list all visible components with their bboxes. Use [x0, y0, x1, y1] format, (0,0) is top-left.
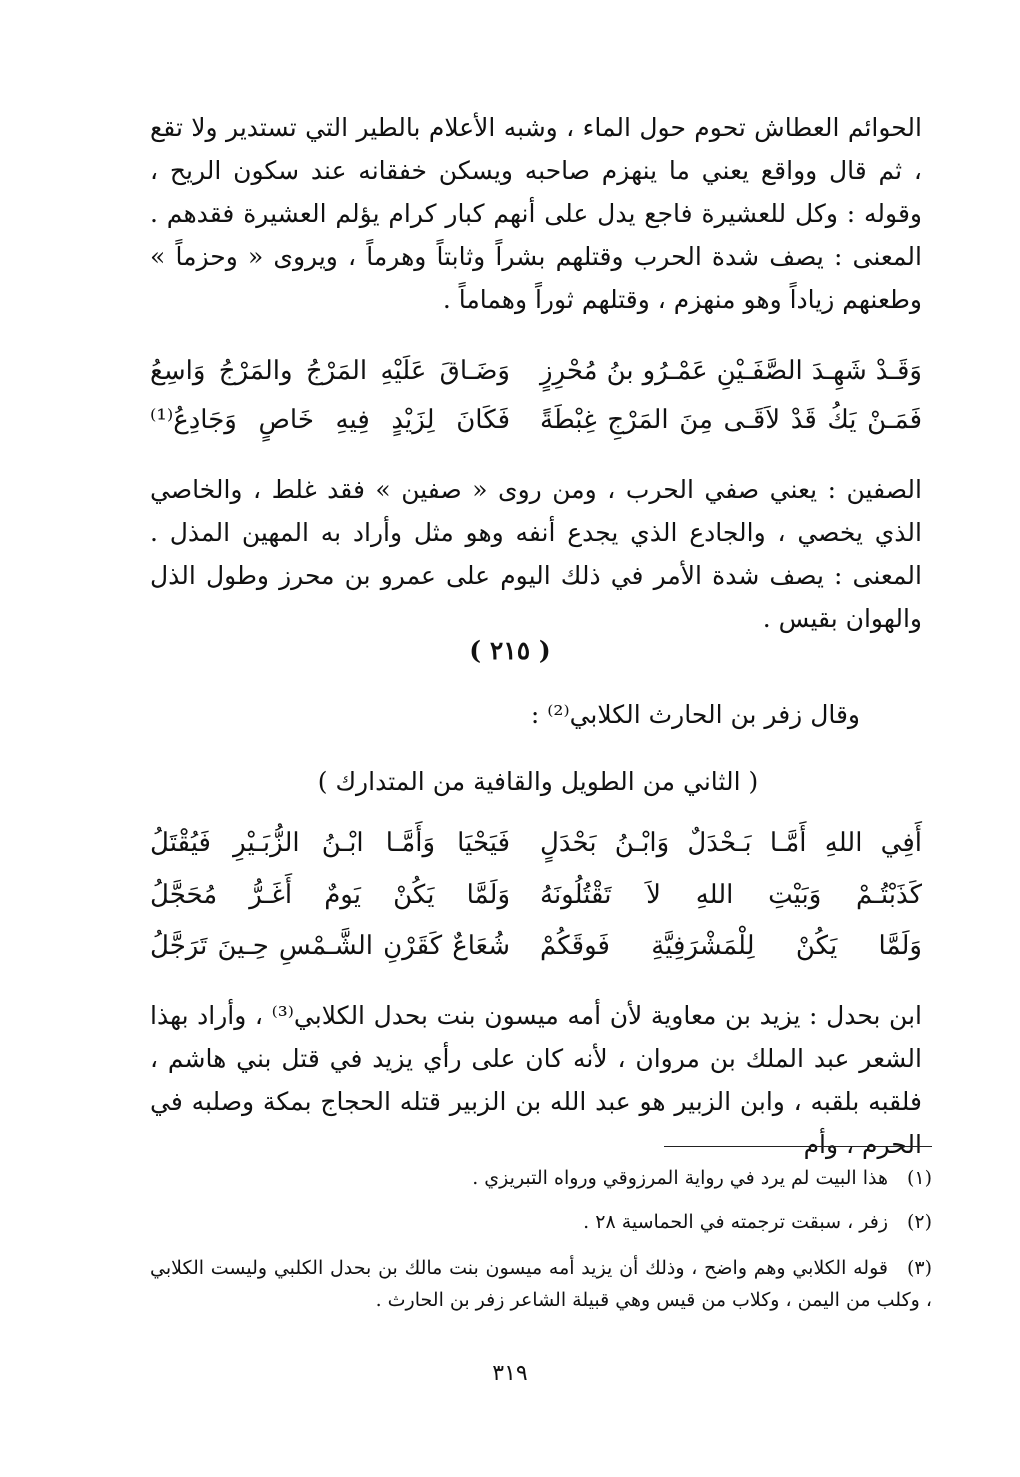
poem-meter: ( الثاني من الطويل والقافية من المتدارك ) — [317, 767, 759, 796]
footnote — [150, 1252, 932, 1316]
verse-line — [150, 880, 922, 924]
verse-first-hemistich: وَقَـدْ شَهِـدَ الصَّفَـيْنِ عَمْـرُو بنُ مُحْرِزٍ — [540, 356, 922, 386]
commentary-paragraph-1: الحوائم العطاش تحوم حول الماء ، وشبه الأعلام بالطير التي تستدير ولا تقع ، ثم قال وواقع يعني ما ينهزم صاحبه ويسكن خفقانه عند سكون الريح ، وقوله : وكل للعشيرة فاجع يدل على أنهم كبار كرام يؤلم العشيرة فقدهم . المعنى : يصف شدة الحرب وقتلهم بشراً وثابتاً وهرماً ، ويروى « وحزماً » وطعنهم زياداً وهو منهزم ، وقتلهم ثوراً وهماماً . — [150, 113, 922, 314]
footnote-text: هذا البيت لم يرد في رواية المرزوقي ورواه التبريزي . — [472, 1167, 888, 1189]
commentary-paragraph-3: ابن بحدل : يزيد بن معاوية لأن أمه ميسون بنت بحدل الكلابي⁽³⁾ ، وأراد بهذا الشعر عبد الملك بن مروان ، لأنه كان على رأي يزيد في قتل بني هاشم ، فلقبه بلقبه ، وابن الزبير هو عبد الله بن الزبير قتله الحجاج بمكة وصلبه في الحرم ، وأم — [150, 1001, 922, 1159]
verse-first-hemistich: وَلَمَّا يَكُنْ لِلْمَشْرَفِيَّةِ فَوقَكُمْ — [540, 931, 922, 961]
poem-intro: وقال زفر بن الحارث الكلابي⁽²⁾ : — [530, 700, 860, 729]
verse-second-hemistich: فَكَانَ لِزَيْدٍ فِيهِ خَاصٍ وَجَادِعُ⁽¹⁾ — [150, 405, 510, 435]
footnote — [150, 1206, 932, 1238]
verse-second-hemistich: شُعَاعٌ كَقَرْنِ الشَّـمْسِ حِـينَ تَرَجَّلُ — [150, 931, 510, 961]
verse-line — [150, 828, 922, 872]
verse-first-hemistich: أَفِي اللهِ أَمَّـا بَـحْدَلٌ وَابْـنُ بَحْدَلٍ — [540, 828, 922, 858]
page-number: ٣١٩ — [492, 1361, 528, 1386]
footnote-text: قوله الكلابي وهم واضح ، وذلك أن يزيد أمه ميسون بنت مالك بن بحدل الكلبي وليست الكلابي ، وكلب من اليمن ، وكلاب من قيس وهي قبيلة الشاعر زفر بن الحارث . — [150, 1257, 932, 1311]
footnote-text: زفر ، سبقت ترجمته في الحماسية ٢٨ . — [583, 1211, 888, 1233]
verse-line — [150, 931, 922, 975]
verse-second-hemistich: وَضَـاقَ عَلَيْهِ المَرْجُ والمَرْجُ وَاسِعُ — [150, 356, 510, 386]
commentary-paragraph-2: الصفين : يعني صفي الحرب ، ومن روى « صفين » فقد غلط ، والخاصي الذي يخصي ، والجادع الذي يجدع أنفه وهو مثل وأراد به المهين المذل . المعنى : يصف شدة الأمر في ذلك اليوم على عمرو بن محرز وطول الذل والهوان بقيس . — [150, 475, 922, 633]
footnote-separator — [664, 1146, 932, 1147]
footnote-number: (٣) — [906, 1257, 932, 1279]
verse-second-hemistich: فَيَحْيَا وَأَمَّـا ابْـنُ الزُّبَـيْرِ فَيُقْتَلُ — [150, 828, 510, 858]
verse-first-hemistich: فَمَـنْ يَكُ قَدْ لاَقَـى مِنَ المَرْجِ غِبْطَةً — [540, 405, 922, 435]
verse-second-hemistich: وَلَمَّا يَكُنْ يَومٌ أَغَـرُّ مُحَجَّلُ — [150, 880, 510, 910]
verse-line — [150, 356, 922, 400]
verse-line — [150, 405, 922, 449]
poem-number: ( ٢١٥ ) — [469, 636, 551, 665]
footnote — [150, 1162, 932, 1194]
footnote-number: (١) — [906, 1167, 932, 1189]
footnote-number: (٢) — [906, 1211, 932, 1233]
verse-first-hemistich: كَذَبْتُـمْ وَبَيْتِ اللهِ لاَ تَقْتُلُونَهُ — [540, 880, 922, 910]
